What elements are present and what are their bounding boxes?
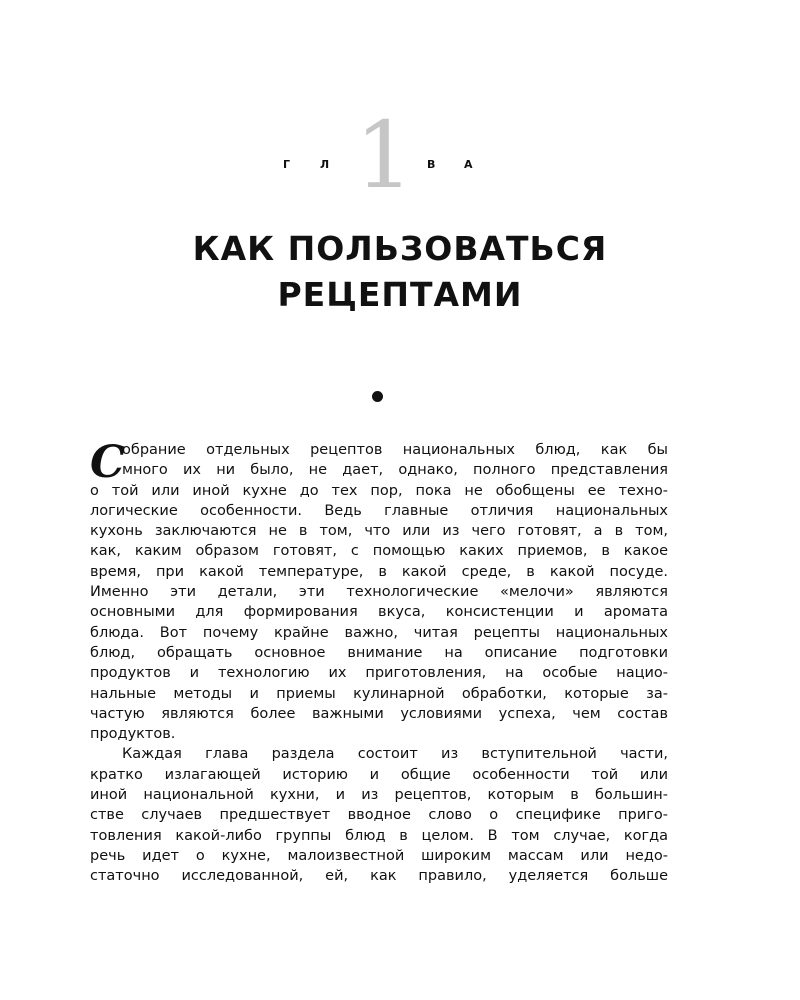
text-line: обрание отдельных рецептов национальных блюд, как бы xyxy=(122,442,668,458)
text-line: блюд, обращать основное внимание на описание подготовки xyxy=(90,644,668,661)
text-line: много их ни было, не дает, однако, полного представления xyxy=(122,462,668,479)
text-line: блюда. Вот почему крайне важно, читая рецепты национальных xyxy=(90,624,668,641)
text-line: стве случаев предшествует вводное слово о специфике приго- xyxy=(90,807,668,824)
ornament-dot xyxy=(372,391,383,402)
drop-cap: С xyxy=(90,437,126,488)
text-line: нальные методы и приемы кулинарной обработки, которые за- xyxy=(90,685,668,702)
chapter-title-line: КАК ПОЛЬЗОВАТЬСЯ xyxy=(192,229,608,268)
text-line: Именно эти детали, эти технологические «мелочи» являются xyxy=(90,584,668,601)
chapter-word-letter: Г xyxy=(283,158,291,171)
chapter-word-letter: В xyxy=(427,158,436,171)
text-line: Каждая глава раздела состоит из вступительной части, xyxy=(122,746,668,763)
chapter-word-letter: А xyxy=(464,158,473,171)
chapter-title-line: РЕЦЕПТАМИ xyxy=(277,275,523,314)
body-text xyxy=(90,437,668,887)
text-line: частую являются более важными условиями успеха, чем состав xyxy=(90,705,668,722)
text-line: статочно исследованной, ей, как правило, уделяется больше xyxy=(90,868,668,885)
text-line: продуктов. xyxy=(90,726,176,743)
chapter-word-letter: Л xyxy=(320,158,330,171)
text-line: о той или иной кухне до тех пор, пока не обобщены ее техно- xyxy=(90,482,668,499)
chapter-title xyxy=(100,226,700,318)
text-line: кратко излагающей историю и общие особенности той или xyxy=(90,766,668,783)
text-line: кухонь заключаются не в том, что или из чего готовят, а в том, xyxy=(90,523,668,540)
text-line: продуктов и технологию их приготовления, на особые нацио- xyxy=(90,665,668,682)
text-line: как, каким образом готовят, с помощью каких приемов, в какое xyxy=(90,543,668,560)
text-line: время, при какой температуре, в какой среде, в какой посуде. xyxy=(90,563,668,580)
chapter-header xyxy=(0,102,800,210)
text-line: речь идет о кухне, малоизвестной широким массам или недо- xyxy=(90,847,668,864)
chapter-number: 1 xyxy=(355,102,414,209)
text-line: логические особенности. Ведь главные отличия национальных xyxy=(90,502,668,519)
text-line: основными для формирования вкуса, консистенции и аромата xyxy=(90,604,668,621)
text-line: иной национальной кухни, и из рецептов, которым в большин- xyxy=(90,787,668,804)
text-line: товления какой-либо группы блюд в целом. В том случае, когда xyxy=(90,827,668,844)
